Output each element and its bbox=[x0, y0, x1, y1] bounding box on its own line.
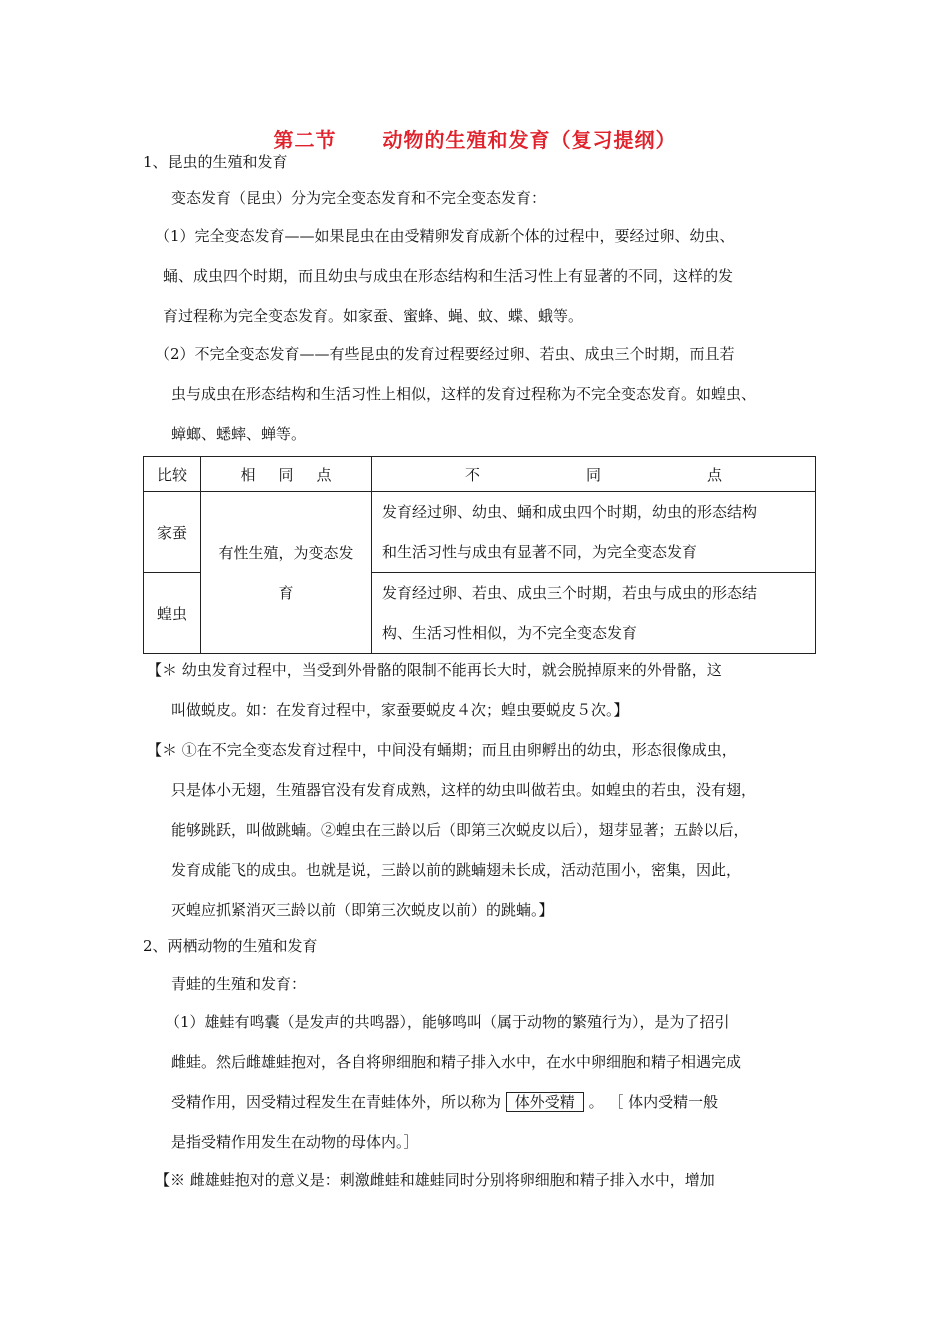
note-line: 能够跳跃，叫做跳蝻。②蝗虫在三龄以后（即第三次蜕皮以后），翅芽显著；五龄以后， bbox=[171, 821, 749, 839]
section-1-heading: 1、昆虫的生殖和发育 bbox=[143, 153, 288, 171]
note-line: 发育成能飞的成虫。也就是说，三龄以前的跳蝻翅未长成，活动范围小，密集，因此， bbox=[171, 861, 742, 879]
row-label-locust: 蝗虫 bbox=[144, 573, 201, 654]
table-header-row bbox=[144, 457, 816, 492]
note-line: 【＊ 幼虫发育过程中，当受到外骨骼的限制不能再长大时，就会脱掉原来的外骨骼，这 bbox=[147, 661, 722, 679]
line-text: 受精作用，因受精过程发生在青蛙体外，所以称为 bbox=[171, 1093, 502, 1111]
note-line: 灭蝗应抓紧消灭三龄以前（即第三次蜕皮以前）的跳蝻。】 bbox=[171, 901, 554, 919]
header-char: 不 bbox=[464, 465, 480, 484]
comparison-table bbox=[143, 456, 816, 654]
paragraph-line: （1）完全变态发育——如果昆虫在由受精卵发育成新个体的过程中，要经过卵、幼虫、 bbox=[155, 227, 735, 245]
header-char: 同 bbox=[278, 465, 294, 484]
note-line: 【※ 雌雄蛙抱对的意义是：刺激雌蛙和雄蛙同时分别将卵细胞和精子排入水中，增加 bbox=[155, 1171, 715, 1189]
diff-line: 发育经过卵、若虫、成虫三个时期，若虫与成虫的形态结 bbox=[382, 584, 758, 602]
header-char: 相 bbox=[240, 465, 256, 484]
header-char: 点 bbox=[706, 465, 722, 484]
header-cell-diff bbox=[372, 457, 816, 492]
paragraph-line: （1）雄蛙有鸣囊（是发声的共鸣器），能够鸣叫（属于动物的繁殖行为），是为了招引 bbox=[165, 1013, 730, 1031]
diff-line: 发育经过卵、幼虫、蛹和成虫四个时期，幼虫的形态结构 bbox=[382, 503, 758, 521]
paragraph-line: 是指受精作用发生在动物的母体内。］ bbox=[171, 1133, 419, 1151]
same-line: 育 bbox=[278, 583, 294, 602]
paragraph-line: 雌蛙。然后雌雄蛙抱对，各自将卵细胞和精子排入水中，在水中卵细胞和精子相遇完成 bbox=[171, 1053, 742, 1071]
diff-line: 构、生活习性相似，为不完全变态发育 bbox=[382, 624, 638, 642]
table-row bbox=[144, 492, 816, 573]
header-cell-same bbox=[201, 457, 372, 492]
page-title bbox=[0, 124, 950, 153]
paragraph-line: 蟑螂、蟋蟀、蝉等。 bbox=[171, 425, 307, 443]
diff-cell-silkworm bbox=[372, 492, 816, 573]
paragraph-line: 蛹、成虫四个时期，而且幼虫与成虫在形态结构和生活习性上有显著的不同，这样的发 bbox=[163, 267, 734, 285]
note-line: 叫做蜕皮。如：在发育过程中，家蚕要蜕皮４次；蝗虫要蜕皮５次。】 bbox=[171, 701, 629, 719]
answer-box: 体外受精 bbox=[506, 1092, 584, 1112]
diff-line: 和生活习性与成虫有显著不同，为完全变态发育 bbox=[382, 543, 698, 561]
header-char: 点 bbox=[316, 465, 332, 484]
note-line: 只是体小无翅，生殖器官没有发育成熟，这样的幼虫叫做若虫。如蝗虫的若虫，没有翅， bbox=[171, 781, 757, 799]
section-2-heading: 2、两栖动物的生殖和发育 bbox=[143, 937, 318, 955]
paragraph-line: 育过程称为完全变态发育。如家蚕、蜜蜂、蝇、蚊、蝶、蛾等。 bbox=[163, 307, 584, 325]
paragraph-line: 变态发育（昆虫）分为完全变态发育和不完全变态发育： bbox=[171, 189, 547, 207]
header-char: 同 bbox=[585, 465, 601, 484]
same-line: 有性生殖，为变态发 bbox=[218, 543, 354, 562]
line-text: 。 ［ 体内受精一般 bbox=[588, 1093, 719, 1111]
paragraph-line: 虫与成虫在形态结构和生活习性上相似，这样的发育过程称为不完全变态发育。如蝗虫、 bbox=[171, 385, 757, 403]
header-cell-compare: 比较 bbox=[144, 457, 201, 492]
note-line: 【＊ ①在不完全变态发育过程中，中间没有蛹期；而且由卵孵出的幼虫，形态很像成虫， bbox=[147, 741, 737, 759]
title-text: 动物的生殖和发育（复习提纲） bbox=[382, 128, 677, 152]
same-cell bbox=[201, 492, 372, 654]
diff-cell-locust bbox=[372, 573, 816, 654]
paragraph-line: 青蛙的生殖和发育： bbox=[171, 975, 307, 993]
paragraph-line: （2）不完全变态发育——有些昆虫的发育过程要经过卵、若虫、成虫三个时期，而且若 bbox=[155, 345, 735, 363]
paragraph-line bbox=[171, 1092, 718, 1112]
title-section: 第二节 bbox=[273, 128, 337, 152]
row-label-silkworm: 家蚕 bbox=[144, 492, 201, 573]
